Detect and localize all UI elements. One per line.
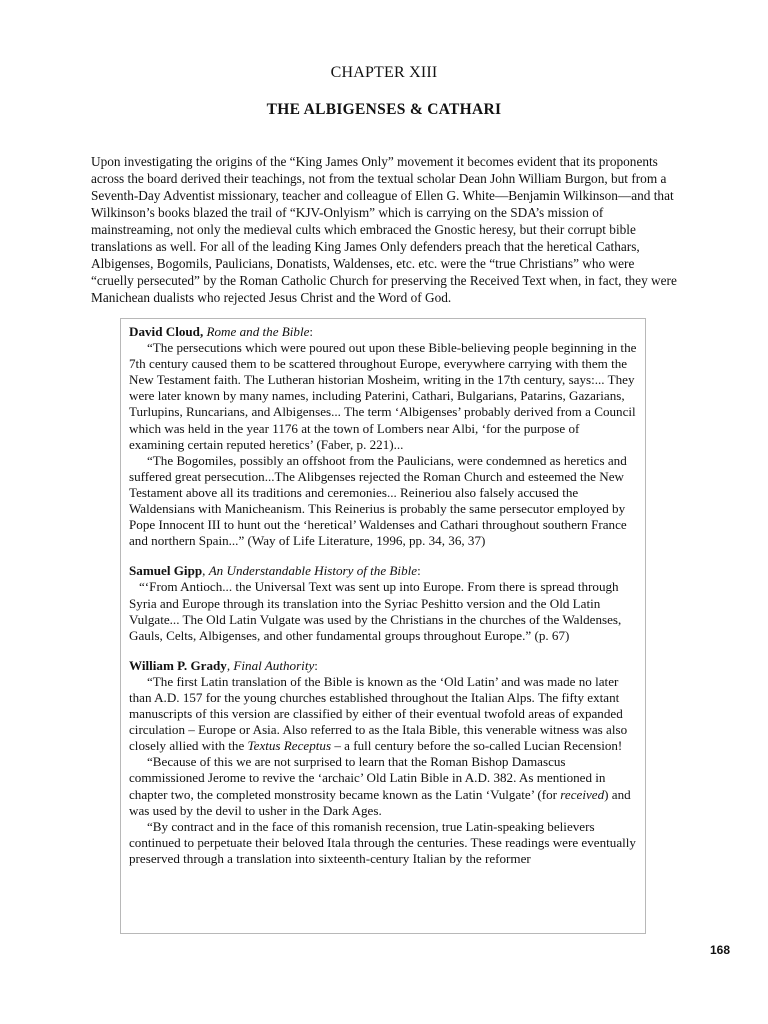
quote-gipp-separator: , bbox=[202, 563, 209, 579]
quote-cloud-work: Rome and the Bible bbox=[206, 324, 310, 339]
quote-grady-work: Final Authority bbox=[233, 657, 315, 673]
chapter-heading: CHAPTER XIII bbox=[330, 64, 438, 81]
quote-cloud-heading bbox=[129, 324, 637, 340]
quote-gipp-work: An Understandable History of the Bible bbox=[208, 563, 418, 579]
chapter-title: THE ALBIGENSES & CATHARI bbox=[266, 101, 502, 118]
quote-grady-p2-end: ) and was used by the devil to usher in the Dark Ages. bbox=[129, 786, 631, 818]
quote-cloud-author: David Cloud, bbox=[129, 324, 204, 339]
quote-cloud-colon: : bbox=[309, 324, 314, 339]
quote-grady-paragraph-1 bbox=[129, 674, 637, 754]
quote-grady-p2-italic: received bbox=[560, 786, 605, 802]
quote-grady-p1-italic: Textus Receptus bbox=[247, 738, 332, 754]
quote-gipp-heading bbox=[129, 563, 637, 579]
quote-gipp bbox=[129, 563, 637, 643]
quote-grady-paragraph-3: “By contract and in the face of this romanish recension, true Latin-speaking believers continued to perpetuate their beloved Itala through the centuries. These readings were eventually preserved through a translation into sixteenth-century Italian by the reformer bbox=[129, 818, 636, 866]
quote-cloud-paragraph-2: “The Bogomiles, possibly an offshoot from the Paulicians, were condemned as heretics and suffered great persecution...The Alibgenses rejected the Roman Church and esteemed the New Testament above all its traditions and ceremonies... Reineriou also falsely accused the Waldensians with Manicheanism. This Reinerius is probably the same persecutor employed by Pope Innocent III to hunt out the ‘heretical’ Waldenses and Cathari throughout southern France and northern Spain...” (Way of Life Literature, 1996, pp. 34, 36, 37) bbox=[129, 452, 627, 549]
quote-grady-author: William P. Grady bbox=[129, 657, 227, 673]
quote-cloud-paragraph-1: “The persecutions which were poured out upon these Bible-believing people beginning in the 7th century caused them to be scattered throughout Europe, everywhere carrying with them the New Testament faith. The Lutheran historian Mosheim, writing in the 17th century, says:... They were later known by many names, including Paterini, Cathari, Bulgarians, Patarins, Gazarians, Turlupins, Runcarians, and Albigenses... The term ‘Albigenses’ probably derived from a Council which was held in the year 1176 at the town of Lombers near Albi, ‘for the purpose of examining certain reputed heretics’ (Faber, p. 221)... bbox=[129, 340, 637, 452]
quote-gipp-paragraph-1: “‘From Antioch... the Universal Text was sent up into Europe. From there is spread through Syria and Europe through its translation into the Syriac Peshitto version and the Old Latin Vulgate... The Old Latin Vulgate was used by the Christians in the churches of the Waldenses, Gauls, Celts, Albigenses, and other fundamental groups throughout Europe.” (p. 67) bbox=[129, 579, 622, 643]
quotation-box bbox=[120, 318, 646, 934]
quote-grady-separator: , bbox=[226, 657, 234, 673]
quote-cloud bbox=[129, 324, 637, 549]
quote-grady bbox=[129, 658, 637, 867]
quote-grady-heading bbox=[129, 658, 637, 674]
quote-grady-p1-end: – a full century before the so-called Lucian Recension! bbox=[331, 738, 623, 754]
page-number: 168 bbox=[709, 943, 730, 957]
quote-gipp-colon: : bbox=[417, 563, 421, 579]
quote-grady-p1-text: “The first Latin translation of the Bible is known as the ‘Old Latin’ and was made no later than A.D. 157 for the young churches established throughout the Italian Alps. The fifty extant manuscripts of this version are classified by either of their eventual twofold areas of expanded circulation – Europe or Asia. Also referred to as the Itala Bible, this venerable witness was also closely allied with the bbox=[129, 673, 628, 754]
quote-grady-paragraph-2 bbox=[129, 754, 637, 818]
quote-grady-p2-text: “Because of this we are not surprised to learn that the Roman Bishop Damascus commissioned Jerome to revive the ‘archaic’ Old Latin Bible in A.D. 382. As mentioned in chapter two, the completed monstrosity became known as the Latin ‘Vulgate’ (for bbox=[129, 754, 606, 802]
quote-gipp-author: Samuel Gipp bbox=[129, 563, 203, 579]
intro-paragraph: Upon investigating the origins of the “King James Only” movement it becomes evident that its proponents across the board derived their teachings, not from the textual scholar Dean John William Burgon, but from a Seventh-Day Adventist missionary, teacher and colleague of Ellen G. White—Benjamin Wilkinson—and that Wilkinson’s books blazed the trail of “KJV-Onlyism” which is carrying on the SDA’s mission of mainstreaming, not only the medieval cults which embraced the Gnostic heresy, but their corrupt bible translations as well. For all of the leading King James Only defenders preach that the heretical Cathars, Albigenses, Bogomils, Paulicians, Donatists, Waldenses, etc. etc. were the “true Christians” who were “cruelly persecuted” by the Roman Catholic Church for preserving the Received Text when, in fact, they were Manichean dualists who rejected Jesus Christ and the Word of God. bbox=[91, 154, 677, 305]
quote-grady-colon: : bbox=[314, 657, 318, 673]
